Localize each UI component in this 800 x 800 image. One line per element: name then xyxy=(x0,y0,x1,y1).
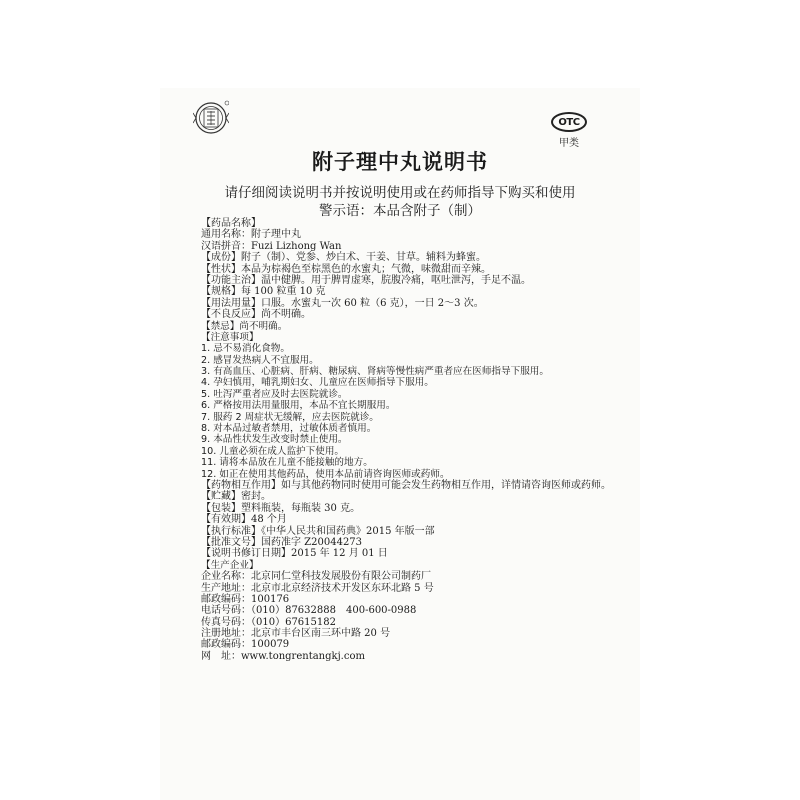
leaflet-line: 邮政编码：100079 xyxy=(201,639,290,651)
leaflet-line: 9. 本品性状发生改变时禁止使用。 xyxy=(201,434,348,446)
leaflet-line: 3. 有高血压、心脏病、肝病、糖尿病、肾病等慢性病严重者应在医师指导下服用。 xyxy=(201,366,549,378)
leaflet-line: 【药品名称】 xyxy=(201,218,261,229)
document-title: 附子理中丸说明书 xyxy=(312,150,488,174)
leaflet-line: 【贮藏】密封。 xyxy=(201,491,271,503)
leaflet-line: 7. 服药 2 周症状无缓解，应去医院就诊。 xyxy=(201,411,379,423)
leaflet-line: 【性状】本品为棕褐色至棕黑色的水蜜丸；气微，味微甜而辛辣。 xyxy=(201,263,491,275)
leaflet-line: 【说明书修订日期】2015 年 12 月 01 日 xyxy=(201,548,388,560)
leaflet-line: 【包装】塑料瓶装，每瓶装 30 克。 xyxy=(201,502,361,514)
otc-class-label: 甲类 xyxy=(559,138,579,149)
leaflet-line: 8. 对本品过敏者禁用，过敏体质者慎用。 xyxy=(201,423,377,435)
leaflet-line: 【功能主治】温中健脾。用于脾胃虚寒，脘腹冷痛，呕吐泄泻，手足不温。 xyxy=(201,274,531,286)
leaflet-line: 【生产企业】 xyxy=(201,559,259,571)
leaflet-line: 1. 忌不易消化食物。 xyxy=(201,343,290,355)
leaflet-line: 12. 如正在使用其他药品，使用本品前请咨询医师或药师。 xyxy=(201,468,450,480)
leaflet-line: 【药物相互作用】如与其他药物同时使用可能会发生药物相互作用，详情请咨询医师或药师。 xyxy=(201,479,611,491)
leaflet-line: 注册地址：北京市丰台区南三环中路 20 号 xyxy=(201,628,391,640)
leaflet-line: 【注意事项】 xyxy=(201,331,259,343)
leaflet-line: 5. 吐泻严重者应及时去医院就诊。 xyxy=(201,388,348,400)
leaflet-line: 【规格】每 100 粒重 10 克 xyxy=(201,286,326,298)
leaflet-line: 邮政编码：100176 xyxy=(201,593,290,605)
leaflet-line: 2. 感冒发热病人不宜服用。 xyxy=(201,354,319,366)
leaflet-line: 10. 儿童必须在成人监护下使用。 xyxy=(201,445,345,457)
leaflet-body xyxy=(201,218,630,662)
leaflet-line: 汉语拼音：Fuzi Lizhong Wan xyxy=(201,240,342,252)
leaflet-line: 11. 请将本品放在儿童不能接触的地方。 xyxy=(201,457,373,469)
subtitle xyxy=(160,184,640,220)
leaflet-line: 电话号码：（010）87632888 400-600-0988 xyxy=(201,605,417,617)
leaflet-line: 【用法用量】口服。水蜜丸一次 60 粒（6 克），一日 2～3 次。 xyxy=(201,297,484,309)
leaflet-line: 【不良反应】尚不明确。 xyxy=(201,309,311,321)
leaflet-line: 6. 严格按用法用量服用，本品不宜长期服用。 xyxy=(201,400,396,412)
usage-notice: 请仔细阅读说明书并按说明使用或在药师指导下购买和使用 xyxy=(224,185,576,201)
leaflet-line: 【执行标准】《中华人民共和国药典》2015 年版一部 xyxy=(201,525,435,537)
warning-notice: 警示语：本品含附子（制） xyxy=(319,203,481,219)
leaflet-line: 【成份】附子（制）、党参、炒白术、干姜、甘草。辅料为蜂蜜。 xyxy=(201,252,486,264)
leaflet-line: 通用名称：附子理中丸 xyxy=(201,229,301,241)
leaflet-line: 网 址：www.tongrentangkj.com xyxy=(201,650,365,662)
leaflet-line: 企业名称：北京同仁堂科技发展股份有限公司制药厂 xyxy=(201,571,431,583)
leaflet-line: 【禁忌】尚不明确。 xyxy=(201,320,288,332)
otc-badge xyxy=(550,112,588,150)
brand-logo-icon xyxy=(193,100,229,136)
leaflet-line: 【有效期】48 个月 xyxy=(201,514,287,526)
leaflet-sheet xyxy=(160,88,640,800)
otc-label: OTC xyxy=(551,112,587,132)
leaflet-line: 生产地址：北京市北京经济技术开发区东环北路 5 号 xyxy=(201,582,434,594)
leaflet-line: 【批准文号】国药准字 Z20044273 xyxy=(201,536,363,548)
leaflet-line: 4. 孕妇慎用，哺乳期妇女、儿童应在医师指导下服用。 xyxy=(201,377,434,389)
leaflet-line: 传真号码：（010）67615182 xyxy=(201,616,336,628)
